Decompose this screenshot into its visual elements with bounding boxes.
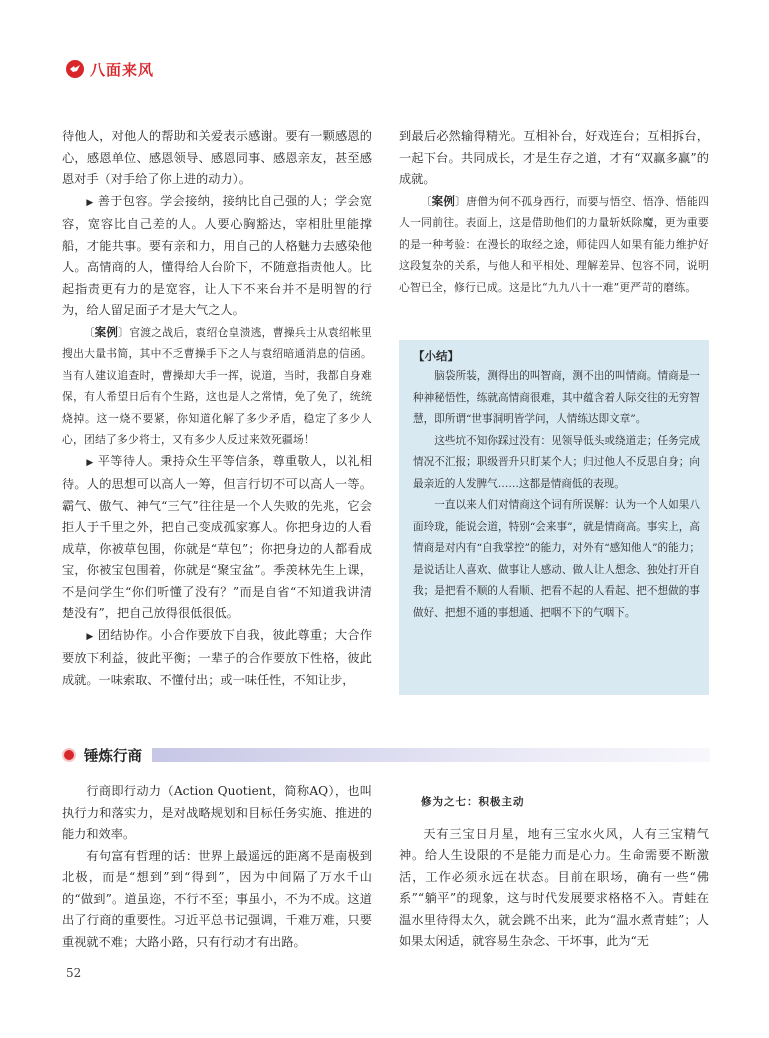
paragraph: ▶ 平等待人。秉持众生平等信条，尊重敬人，以礼相待。人的思想可以高人一筹，但言行切不可以高人一等。霸气、傲气、神气“三气”往往是一个人失败的先兆，它会拒人于千里之外，把自己变成孤家寡人。你把身边的人看成草，你被草包围，你就是“草包”；你把身边的人都看成宝，你被宝包围着，你就是“聚宝盆”。季羡林先生上课，不是问学生“你们听懂了没有？”而是自省“不知道我讲清楚没有”，把自己放得很低很低。 bbox=[62, 453, 373, 620]
column-header bbox=[66, 57, 154, 81]
paragraph: 到最后必然输得精光。互相补台，好戏连台；互相拆台，一起下台。共同成长，才是生存之道，才有“双赢多赢”的成就。 bbox=[399, 129, 709, 186]
summary-paragraph: 一直以来人们对情商这个词有所误解：认为一个人如果八面玲珑，能说会道，特别“会来事”，就是情商高。事实上，高情商是对内有“自我掌控”的能力，对外有“感知他人”的能力；是说话让人喜欢、做事让人感动、做人让人想念、独处打开自我；是把看不顺的人看顺、把看不起的人看起、把不想做的事做好、把想不通的事想通、把咽不下的气咽下。 bbox=[413, 499, 700, 619]
triangle-bullet-icon: ▶ bbox=[86, 457, 94, 468]
bottom-right-column bbox=[399, 792, 709, 953]
paragraph: 有句富有哲理的话：世界上最遥远的距离不是南极到北极，而是“想到”到“得到”，因为中间隔了万水千山的“做到”。道虽迩，不行不至；事虽小，不为不成。这道出了行商的重要性。习近平总书记强调，千难万难，只要重视就不难；大路小路，只有行动才有出路。 bbox=[62, 848, 372, 949]
summary-paragraph: 这些坑不知你踩过没有：见领导低头或绕道走；任务完成情况不汇报；职级晋升只盯某个人；归过他人不反思自身；向最亲近的人发脾气……这都是情商低的表现。 bbox=[413, 434, 700, 490]
triangle-bullet-icon: ▶ bbox=[86, 631, 94, 642]
bottom-left-column bbox=[62, 781, 372, 953]
case-paragraph: 〔案例〕官渡之战后，袁绍仓皇溃逃，曹操兵士从袁绍帐里搜出大量书简，其中不乏曹操手下之人与袁绍暗通消息的信函。当有人建议追查时，曹操却大手一挥，说道，当时，我都自身难保，有人希望日后有个生路，这也是人之常情，免了免了，统统烧掉。这一烧不要紧，你知道化解了多少矛盾，稳定了多少人心，团结了多少将士，又有多少人反过来效死疆场！ bbox=[62, 324, 373, 446]
paragraph: 行商即行动力（Action Quotient，简称AQ），也叫执行力和落实力，是对战略规划和目标任务实施、推进的能力和效率。 bbox=[62, 784, 372, 841]
section-dot-icon bbox=[64, 750, 74, 760]
section-rule bbox=[152, 748, 710, 762]
left-column bbox=[62, 126, 372, 691]
summary-box bbox=[399, 340, 709, 695]
column-title: 八面来风 bbox=[90, 60, 155, 79]
bird-logo-icon bbox=[66, 60, 84, 78]
page-number: 52 bbox=[66, 966, 82, 980]
section-title: 锤炼行商 bbox=[84, 748, 142, 765]
case-paragraph: 〔案例〕唐僧为何不孤身西行，而要与悟空、悟净、悟能四人一同前往。表面上，这是借助他们的力量斩妖除魔，更为重要的是一种考验：在漫长的取经之途，师徒四人如果有能力维护好这段复杂的关系，与他人和平相处、理解差异、包容不同，说明心智已全，修行已成。这是比“九九八十一难”更严苛的磨练。 bbox=[399, 193, 710, 294]
case-label: 案例 bbox=[431, 193, 456, 208]
paragraph: ▶ 善于包容。学会接纳，接纳比自己强的人；学会宽容，宽容比自己差的人。人要心胸豁达，宰相肚里能撑船，才能共事。要有亲和力，用自己的人格魅力去感染他人。高情商的人，懂得给人台阶下，不随意指责他人。比起指责更有力的是宽容，让人下不来台并不是明智的行为，给人留足面子才是大气之人。 bbox=[62, 193, 373, 317]
right-column bbox=[399, 126, 709, 298]
paragraph: ▶ 团结协作。小合作要放下自我，彼此尊重；大合作要放下利益，彼此平衡；一辈子的合作要放下性格，彼此成就。一味索取、不懂付出；或一味任性，不知让步， bbox=[62, 627, 373, 687]
paragraph: 待他人，对他人的帮助和关爱表示感谢。要有一颗感恩的心，感恩单位、感恩领导、感恩同事、感恩亲友，甚至感恩对手（对手给了你上进的动力）。 bbox=[62, 129, 372, 186]
summary-paragraph: 脑袋所装，测得出的叫智商，测不出的叫情商。情商是一种神秘悟性，练就高情商很难，其中蕴含着人际交往的无穷智慧，即所谓“世事洞明皆学问，人情练达即文章”。 bbox=[413, 370, 700, 425]
paragraph: 天有三宝日月星，地有三宝水火风，人有三宝精气神。给人生设限的不是能力而是心力。生命需要不断激活，工作必须永远在状态。目前在职场，确有一些“佛系”“躺平”的现象，这与时代发展要求格格不入。青蛙在温水里待得太久，就会跳不出来，此为“温水煮青蛙”；人如果太闲适，就容易生杂念、干坏事，此为“无 bbox=[399, 826, 709, 948]
case-label: 案例 bbox=[94, 324, 119, 339]
subheading: 修为之七：积极主动 bbox=[421, 796, 525, 808]
triangle-bullet-icon: ▶ bbox=[86, 197, 94, 208]
summary-title: 【小结】 bbox=[413, 349, 459, 363]
section-heading bbox=[62, 746, 710, 764]
